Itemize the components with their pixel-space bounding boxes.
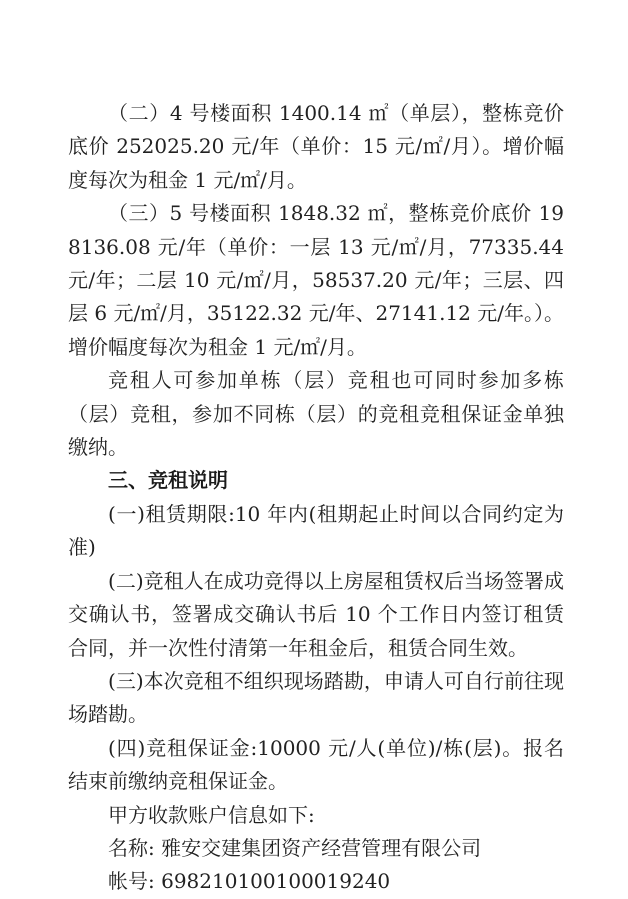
clause-lease-term: (一)租赁期限:10 年内(租期起止时间以合同约定为准) [68,501,564,560]
payee-account-number: 帐号: 698210100100019240 [108,869,391,894]
clause-building-4: （二）4 号楼面积 1400.14 ㎡（单层），整栋竞价底价 252025.20 元/年（单价：15 元/㎡/月）。增价幅度每次为租金 1 元/㎡/月。 [68,101,564,192]
clause-deposit: (四)竞租保证金:10000 元/人(单位)/栋(层)。报名结束前缴纳竞租保证金。 [68,735,564,794]
payee-name: 名称: 雅安交建集团资产经营管理有限公司 [108,835,482,860]
payee-account-intro: 甲方收款账户信息如下: [108,802,315,827]
clause-deal-confirmation: (二)竞租人在成功竞得以上房屋租赁权后当场签署成交确认书，签署成交确认书后 10 个工作日内签订租赁合同，并一次性付清第一年租金后，租赁合同生效。 [68,568,564,660]
clause-building-5: （三）5 号楼面积 1848.32 ㎡，整栋竞价底价 198136.08 元/年（单价：一层 13 元/㎡/月，77335.44 元/年；二层 10 元/㎡/月，58537.20 元/年；三层、四层 6 元/㎡/月，35122.32 元/年、27141.12 元/年。）。增价幅度每次为租金 1 元/㎡/月。 [68,201,564,359]
clause-multiple-bids: 竞租人可参加单栋（层）竞租也可同时参加多栋（层）竞租，参加不同栋（层）的竞租竞租保证金单独缴纳。 [68,368,564,460]
clause-site-visit: (三)本次竞租不组织现场踏勘，申请人可自行前往现场踏勘。 [68,668,564,727]
section-heading-bid-instructions: 三、竞租说明 [108,468,228,493]
